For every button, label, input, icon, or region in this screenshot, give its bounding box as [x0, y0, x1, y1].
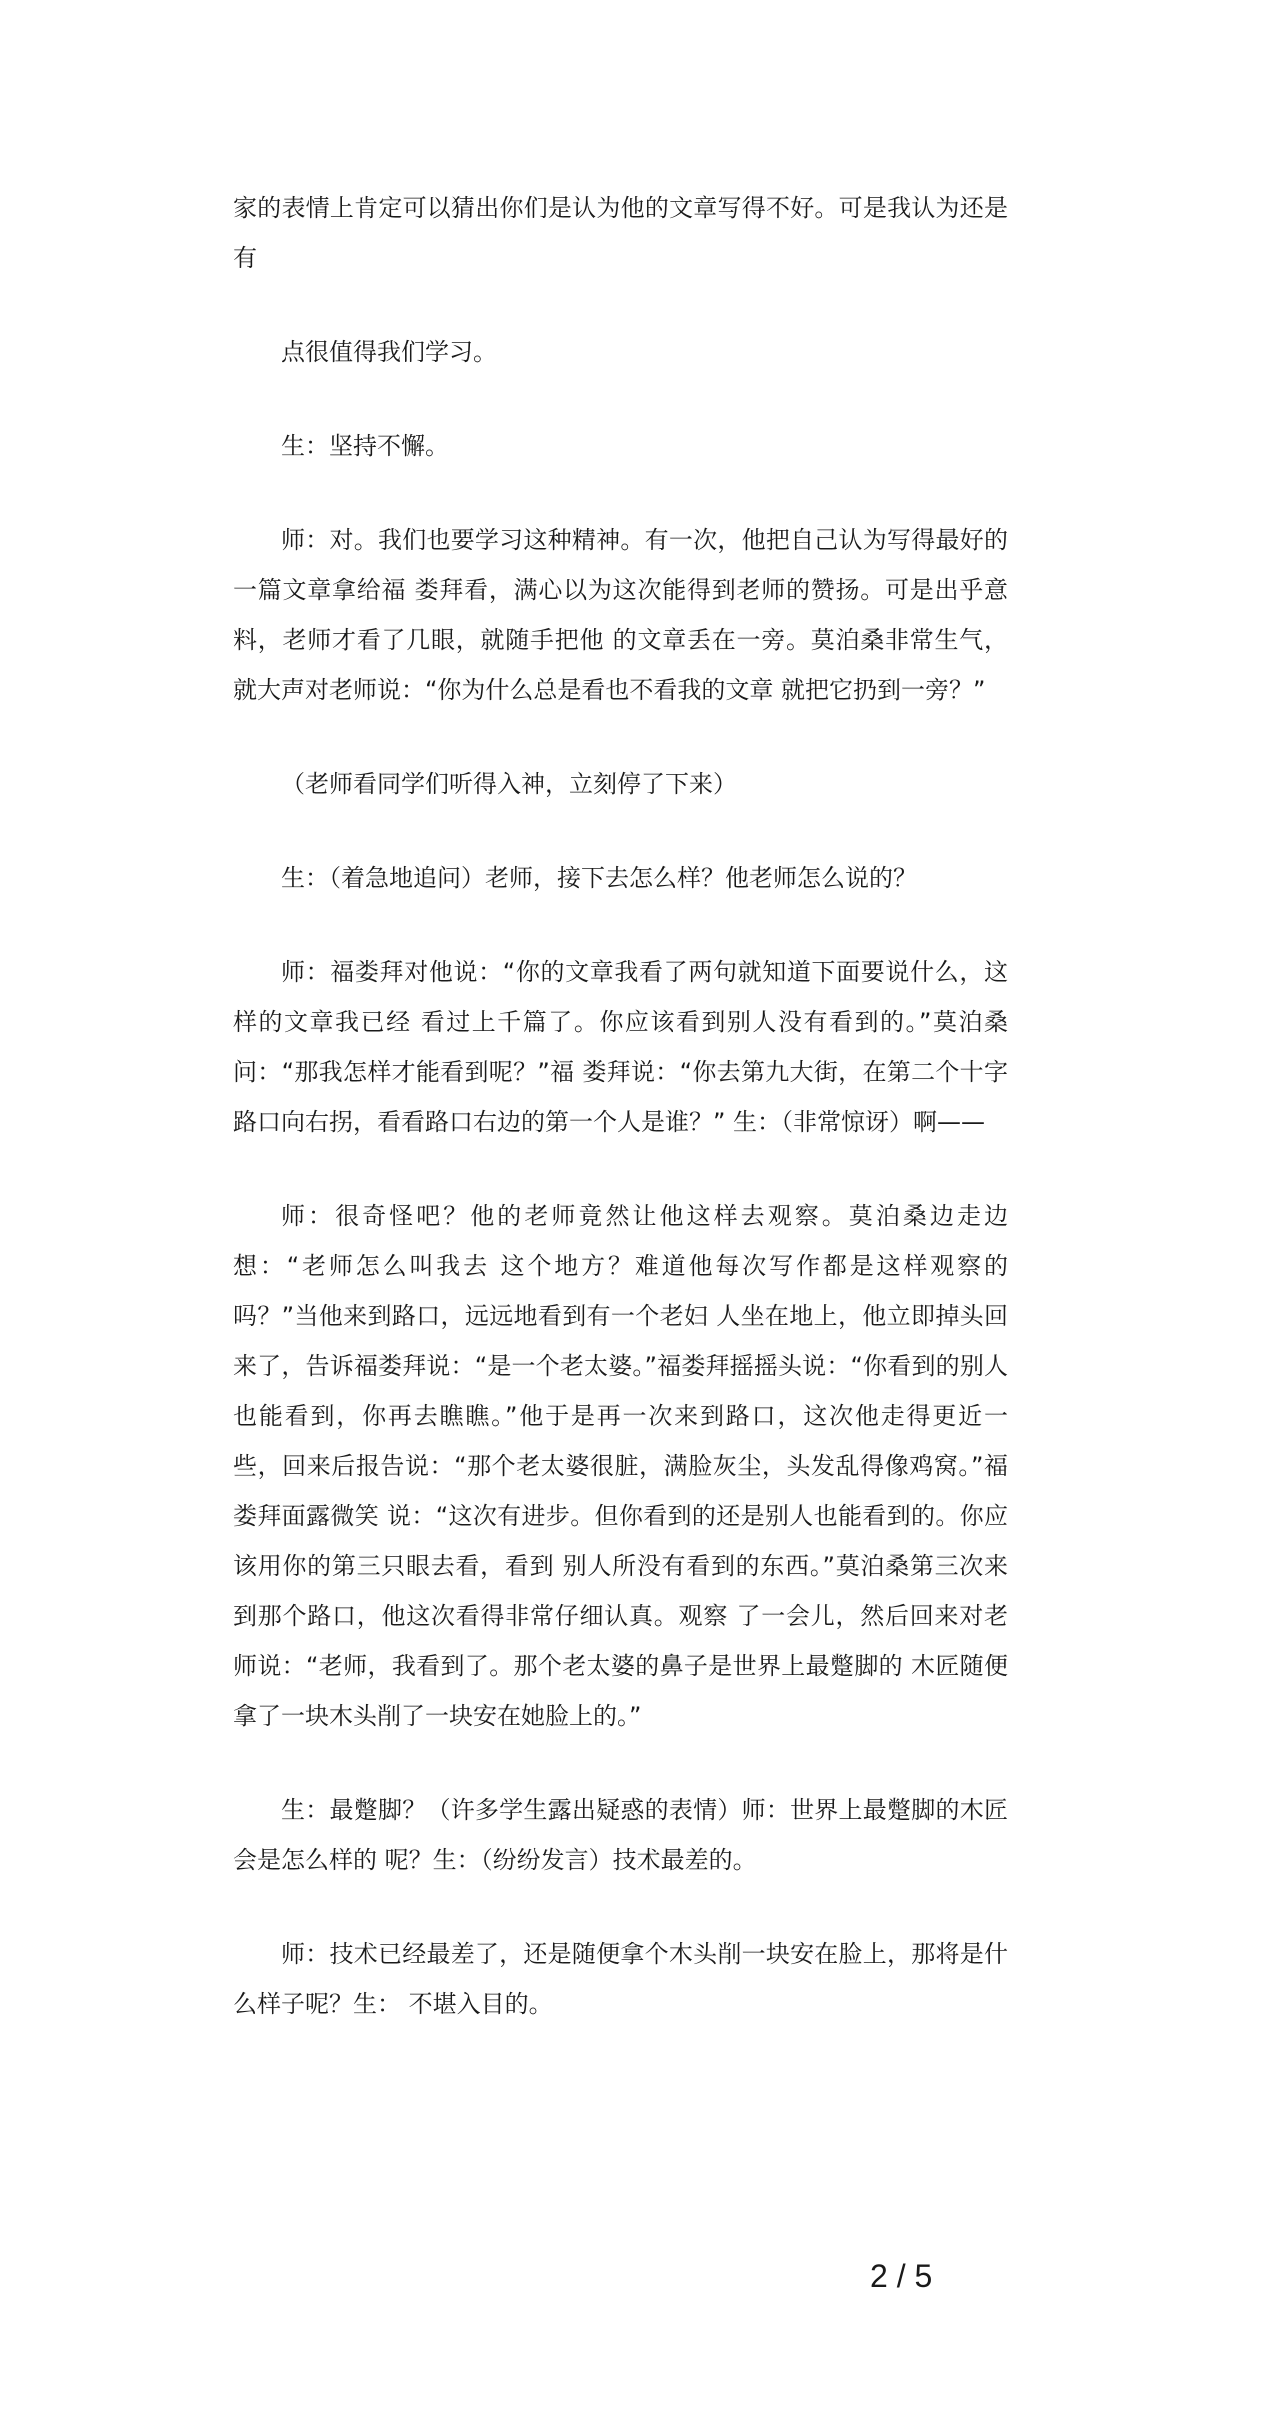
paragraph-2: 点很值得我们学习。 [281, 338, 497, 366]
paragraph-4: 师：对。我们也要学习这种精神。有一次，他把自己认为写得最好的一篇文章拿给福 娄拜看，满心以为这次能得到老师的赞扬。可是出乎意料，老师才看了几眼，就随手把他 的文章丢在一旁。莫泊桑非常生气，就大声对老师说：“你为什么总是看也不看我的文章 就把它扔到一旁？” [233, 526, 1008, 704]
paragraph-9: 生：最蹩脚？（许多学生露出疑惑的表情）师：世界上最蹩脚的木匠会是怎么样的 呢？生：（纷纷发言）技术最差的。 [233, 1796, 1008, 1874]
paragraph-10: 师：技术已经最差了，还是随便拿个木头削一块安在脸上，那将是什么样子呢？生： 不堪入目的。 [233, 1940, 1008, 2018]
paragraph-6: 生：（着急地追问）老师，接下去怎么样？他老师怎么说的？ [281, 864, 917, 892]
paragraph-3: 生：坚持不懈。 [281, 432, 449, 460]
paragraph-1: 家的表情上肯定可以猜出你们是认为他的文章写得不好。可是我认为还是有 [233, 194, 1008, 272]
paragraph-5: （老师看同学们听得入神，立刻停了下来） [281, 770, 737, 798]
paragraph-7: 师：福娄拜对他说：“你的文章我看了两句就知道下面要说什么，这样的文章我已经 看过上千篇了。你应该看到别人没有看到的。”莫泊桑问：“那我怎样才能看到呢？”福 娄拜说：“你去第九大街，在第二个十字路口向右拐，看看路口右边的第一个人是谁？” 生：（非常惊讶）啊—— [233, 958, 1008, 1136]
paragraph-8: 师：很奇怪吧？他的老师竟然让他这样去观察。莫泊桑边走边想：“老师怎么叫我去 这个地方？难道他每次写作都是这样观察的吗？”当他来到路口，远远地看到有一个老妇 人坐在地上，他立即掉头回来了，告诉福娄拜说：“是一个老太婆。”福娄拜摇摇头说：“你看到的别人也能看到，你再去瞧瞧。”他于是再一次来到路口，这次他走得更近一 些，回来后报告说：“那个老太婆很脏，满脸灰尘，头发乱得像鸡窝。”福娄拜面露微笑 说：“这次有进步。但你看到的还是别人也能看到的。你应该用你的第三只眼去看，看到 别人所没有看到的东西。”莫泊桑第三次来到那个路口，他这次看得非常仔细认真。观察 了一会儿，然后回来对老师说：“老师，我看到了。那个老太婆的鼻子是世界上最蹩脚的 木匠随便拿了一块木头削了一块安在她脸上的。” [233, 1202, 1008, 1730]
document-body [233, 183, 1008, 2073]
page-number: 2 / 5 [870, 2258, 933, 2294]
